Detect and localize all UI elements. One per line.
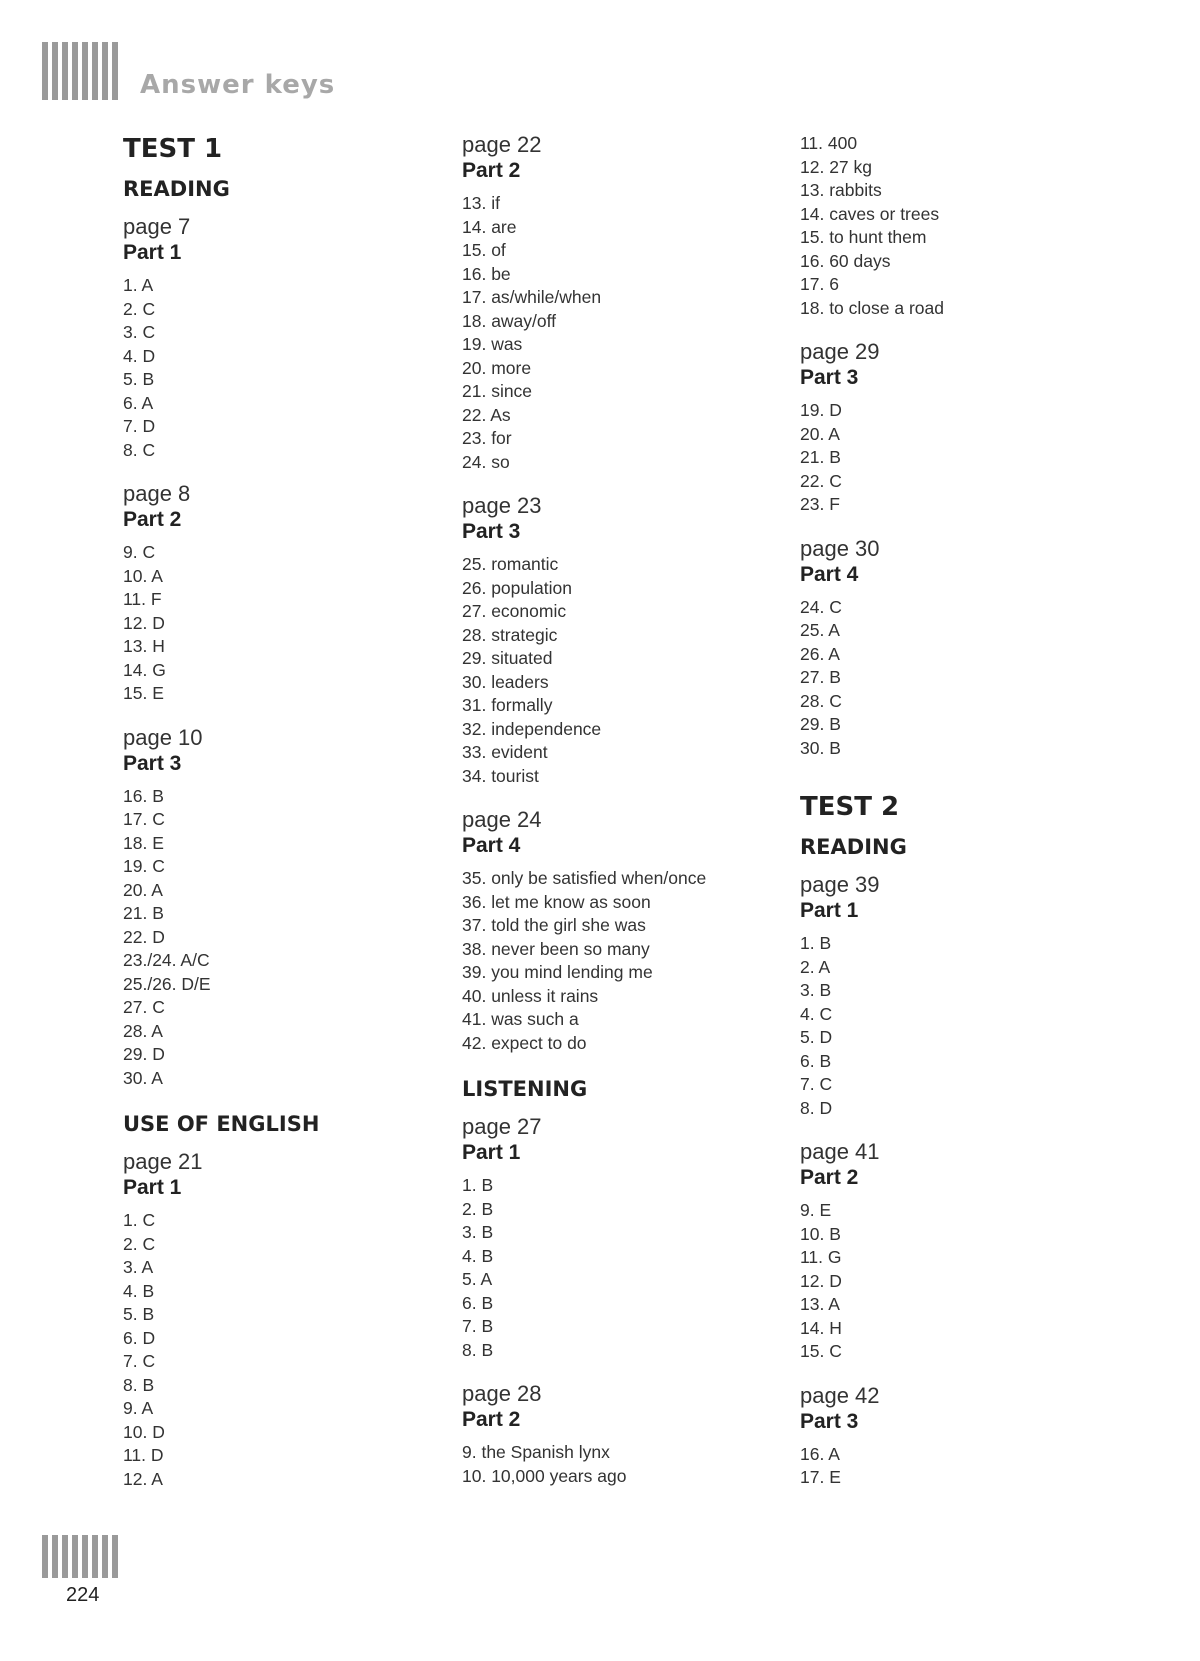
answer-item: 3. C — [123, 322, 156, 342]
answer-item: 36. let me know as soon — [462, 891, 651, 912]
answer-list — [462, 1174, 782, 1362]
answer-item: 33. evident — [462, 742, 548, 762]
barcode-bar — [102, 42, 108, 100]
answer-item: 2. C — [123, 1233, 156, 1254]
answer-item: 23. for — [462, 428, 512, 448]
answer-item: 19. D — [800, 400, 842, 420]
answer-block — [800, 1139, 1120, 1364]
answer-item: 29. D — [123, 1044, 165, 1064]
answer-item: 8. D — [800, 1097, 833, 1118]
answer-item: 3. A — [123, 1257, 154, 1277]
answer-item: 39. you mind lending me — [462, 962, 653, 982]
answer-list — [123, 274, 443, 462]
answer-item: 28. C — [800, 690, 842, 711]
barcode-decoration-top — [42, 42, 118, 100]
answer-list — [800, 1199, 1120, 1364]
part-label: Part 3 — [123, 751, 182, 775]
barcode-bar — [52, 1535, 58, 1578]
part-label: Part 2 — [800, 1166, 859, 1189]
answer-item: 13. rabbits — [800, 180, 882, 200]
answer-item: 13. A — [800, 1294, 840, 1314]
barcode-bar — [102, 1535, 108, 1578]
page-reference: page 27 — [462, 1114, 542, 1139]
answer-item: 14. H — [800, 1317, 842, 1338]
answer-item: 15. E — [123, 683, 164, 703]
answer-item: 6. B — [800, 1050, 832, 1071]
part-label: Part 4 — [462, 834, 521, 857]
answer-item: 23./24. A/C — [123, 950, 210, 970]
answer-item: 25. A — [800, 620, 840, 640]
page-reference: page 41 — [800, 1139, 880, 1164]
answer-item: 30. B — [800, 737, 841, 758]
answer-item: 38. never been so many — [462, 938, 650, 959]
barcode-bar — [72, 1535, 78, 1578]
answer-item: 17. 6 — [800, 274, 839, 294]
answer-item: 7. D — [123, 416, 156, 436]
page-reference: page 42 — [800, 1382, 880, 1408]
answer-block — [123, 725, 443, 1091]
answer-item: 22. D — [123, 926, 165, 947]
answer-item: 11. G — [800, 1247, 842, 1267]
answer-item: 22. As — [462, 404, 511, 425]
section-heading: LISTENING — [462, 1077, 588, 1101]
page-reference: page 28 — [462, 1381, 542, 1406]
answer-list — [800, 932, 1120, 1120]
answer-item: 16. 60 days — [800, 250, 891, 271]
answer-list — [462, 1441, 782, 1488]
answer-block — [800, 1383, 1120, 1490]
answer-block — [462, 132, 782, 474]
page-reference: page 21 — [123, 1149, 203, 1174]
answer-list — [800, 399, 1120, 517]
barcode-bar — [62, 42, 68, 100]
answer-item: 13. if — [462, 193, 500, 213]
answer-item: 28. strategic — [462, 624, 558, 645]
answer-block — [462, 807, 782, 1055]
answer-item: 24. C — [800, 596, 842, 617]
answer-item: 9. E — [800, 1200, 832, 1220]
answer-item: 2. C — [123, 298, 156, 319]
answer-item: 1. C — [123, 1210, 156, 1230]
barcode-bar — [92, 42, 98, 100]
page-reference: page 23 — [462, 493, 542, 518]
barcode-bar — [72, 42, 78, 100]
answer-item: 6. A — [123, 392, 154, 413]
answer-item: 16. B — [123, 785, 164, 806]
answer-item: 5. D — [800, 1027, 833, 1047]
answer-item: 35. only be satisfied when/once — [462, 868, 707, 888]
answer-item: 16. be — [462, 263, 511, 284]
answer-list — [800, 132, 1120, 320]
answer-item: 20. A — [800, 423, 840, 444]
answer-item: 30. leaders — [462, 671, 549, 692]
part-label: Part 2 — [123, 508, 182, 531]
page-reference: page 29 — [800, 339, 880, 364]
answer-list — [462, 192, 782, 474]
answer-item: 37. told the girl she was — [462, 915, 646, 935]
test-title: TEST 1 — [123, 134, 223, 164]
answer-item: 1. A — [123, 275, 154, 295]
part-label: Part 1 — [462, 1141, 521, 1164]
answer-item: 21. since — [462, 381, 533, 401]
answer-item: 4. D — [123, 345, 156, 366]
answer-item: 18. E — [123, 832, 164, 853]
answer-list — [462, 867, 782, 1055]
answer-item: 7. C — [123, 1351, 156, 1371]
answer-block — [462, 493, 782, 788]
answer-list — [123, 785, 443, 1091]
answer-item: 14. G — [123, 659, 166, 680]
part-label: Part 4 — [800, 562, 859, 586]
page-reference: page 10 — [123, 724, 203, 750]
answer-block — [800, 339, 1120, 517]
answer-item: 25./26. D/E — [123, 973, 211, 994]
answer-column-3 — [800, 132, 1120, 1509]
answer-item: 4. B — [462, 1245, 494, 1266]
answer-item: 19. was — [462, 334, 523, 354]
answer-item: 26. population — [462, 577, 572, 598]
answer-item: 34. tourist — [462, 765, 539, 786]
part-label: Part 2 — [462, 1408, 521, 1431]
answer-item: 9. A — [123, 1398, 154, 1418]
answer-item: 27. C — [123, 997, 165, 1017]
part-label: Part 3 — [462, 520, 521, 543]
answer-item: 20. more — [462, 357, 532, 378]
answer-block — [462, 1381, 782, 1488]
barcode-bar — [112, 42, 118, 100]
barcode-bar — [82, 42, 88, 100]
answer-item: 18. away/off — [462, 310, 557, 331]
answer-list — [462, 553, 782, 788]
answer-item: 18. to close a road — [800, 297, 944, 318]
answer-item: 29. B — [800, 714, 841, 734]
part-label: Part 1 — [123, 241, 182, 264]
answer-block — [800, 536, 1120, 761]
answer-item: 15. to hunt them — [800, 227, 927, 247]
answer-item: 42. expect to do — [462, 1032, 587, 1053]
answer-column-1 — [123, 132, 443, 1510]
section-heading: USE OF ENGLISH — [123, 1112, 320, 1136]
answer-item: 1. B — [800, 933, 832, 953]
page-reference: page 8 — [123, 481, 191, 506]
answer-block — [462, 1114, 782, 1362]
answer-list — [800, 596, 1120, 761]
answer-block — [123, 214, 443, 462]
answer-item: 15. C — [800, 1341, 842, 1361]
answer-item: 14. caves or trees — [800, 203, 940, 224]
page-reference: page 24 — [462, 807, 542, 832]
answer-block — [123, 1149, 443, 1491]
answer-item: 20. A — [123, 879, 163, 900]
answer-item: 8. C — [123, 439, 156, 460]
barcode-bar — [92, 1535, 98, 1578]
page-reference: page 7 — [123, 214, 191, 239]
answer-item: 10. D — [123, 1421, 165, 1442]
answer-item: 7. C — [800, 1074, 833, 1094]
page-reference: page 22 — [462, 132, 542, 157]
answer-item: 11. F — [123, 589, 162, 609]
answer-item: 25. romantic — [462, 554, 559, 574]
answer-item: 4. C — [800, 1003, 833, 1024]
answer-block — [800, 872, 1120, 1120]
answer-item: 30. A — [123, 1067, 163, 1088]
answer-item: 17. as/while/when — [462, 287, 602, 307]
answer-item: 10. B — [800, 1223, 841, 1244]
answer-item: 1. B — [462, 1175, 494, 1195]
answer-item: 12. D — [800, 1270, 842, 1291]
answer-list — [123, 1209, 443, 1491]
barcode-bar — [42, 42, 48, 100]
page-header-title: Answer keys — [140, 70, 336, 100]
answer-item: 15. of — [462, 240, 506, 260]
answer-item: 8. B — [123, 1374, 155, 1395]
answer-item: 40. unless it rains — [462, 985, 599, 1006]
answer-item: 14. are — [462, 216, 517, 237]
answer-item: 10. A — [123, 565, 163, 586]
part-label: Part 1 — [800, 899, 859, 922]
answer-item: 5. A — [462, 1269, 493, 1289]
answer-item: 23. F — [800, 494, 840, 514]
answer-item: 31. formally — [462, 695, 553, 715]
answer-item: 9. C — [123, 542, 156, 562]
part-label: Part 3 — [800, 1409, 859, 1433]
answer-item: 26. A — [800, 643, 840, 664]
answer-item: 27. economic — [462, 601, 567, 621]
answer-item: 17. E — [800, 1467, 841, 1487]
answer-block — [123, 481, 443, 706]
barcode-bar — [112, 1535, 118, 1578]
answer-item: 7. B — [462, 1316, 494, 1336]
test-title: TEST 2 — [800, 792, 900, 822]
answer-item: 3. B — [462, 1222, 494, 1242]
page-reference: page 39 — [800, 872, 880, 897]
answer-item: 6. B — [462, 1292, 494, 1313]
barcode-bar — [82, 1535, 88, 1578]
page-number: 224 — [66, 1584, 100, 1606]
answer-item: 2. A — [800, 956, 831, 977]
part-label: Part 2 — [462, 159, 521, 182]
answer-block — [800, 132, 1120, 320]
answer-item: 13. H — [123, 636, 165, 656]
answer-item: 10. 10,000 years ago — [462, 1465, 627, 1486]
barcode-bar — [62, 1535, 68, 1578]
answer-item: 21. B — [800, 447, 841, 467]
answer-item: 6. D — [123, 1327, 156, 1348]
answer-item: 22. C — [800, 470, 842, 491]
answer-list — [123, 541, 443, 706]
part-label: Part 1 — [123, 1176, 182, 1199]
answer-item: 24. so — [462, 451, 510, 472]
section-heading: READING — [800, 835, 907, 859]
answer-item: 29. situated — [462, 648, 553, 668]
answer-item: 11. D — [123, 1445, 164, 1465]
answer-item: 27. B — [800, 667, 841, 687]
answer-list — [800, 1443, 1120, 1490]
answer-item: 8. B — [462, 1339, 494, 1360]
answer-item: 32. independence — [462, 718, 602, 739]
answer-item: 11. 400 — [800, 133, 858, 153]
barcode-bar — [42, 1535, 48, 1578]
answer-item: 12. A — [123, 1468, 163, 1489]
barcode-bar — [52, 42, 58, 100]
answer-item: 3. B — [800, 980, 832, 1000]
answer-item: 5. B — [123, 1304, 155, 1324]
answer-item: 5. B — [123, 369, 155, 389]
answer-item: 21. B — [123, 903, 164, 923]
answer-item: 12. 27 kg — [800, 156, 872, 177]
barcode-decoration-bottom — [42, 1535, 118, 1578]
answer-item: 4. B — [123, 1280, 155, 1301]
answer-column-2 — [462, 132, 782, 1507]
answer-item: 17. C — [123, 809, 165, 829]
part-label: Part 3 — [800, 366, 859, 389]
answer-item: 16. A — [800, 1443, 840, 1464]
answer-item: 41. was such a — [462, 1009, 579, 1029]
answer-item: 28. A — [123, 1020, 163, 1041]
section-heading: READING — [123, 177, 230, 201]
page-reference: page 30 — [800, 535, 880, 561]
answer-item: 2. B — [462, 1198, 494, 1219]
answer-item: 19. C — [123, 856, 165, 876]
answer-item: 12. D — [123, 612, 165, 633]
answer-item: 9. the Spanish lynx — [462, 1442, 610, 1462]
